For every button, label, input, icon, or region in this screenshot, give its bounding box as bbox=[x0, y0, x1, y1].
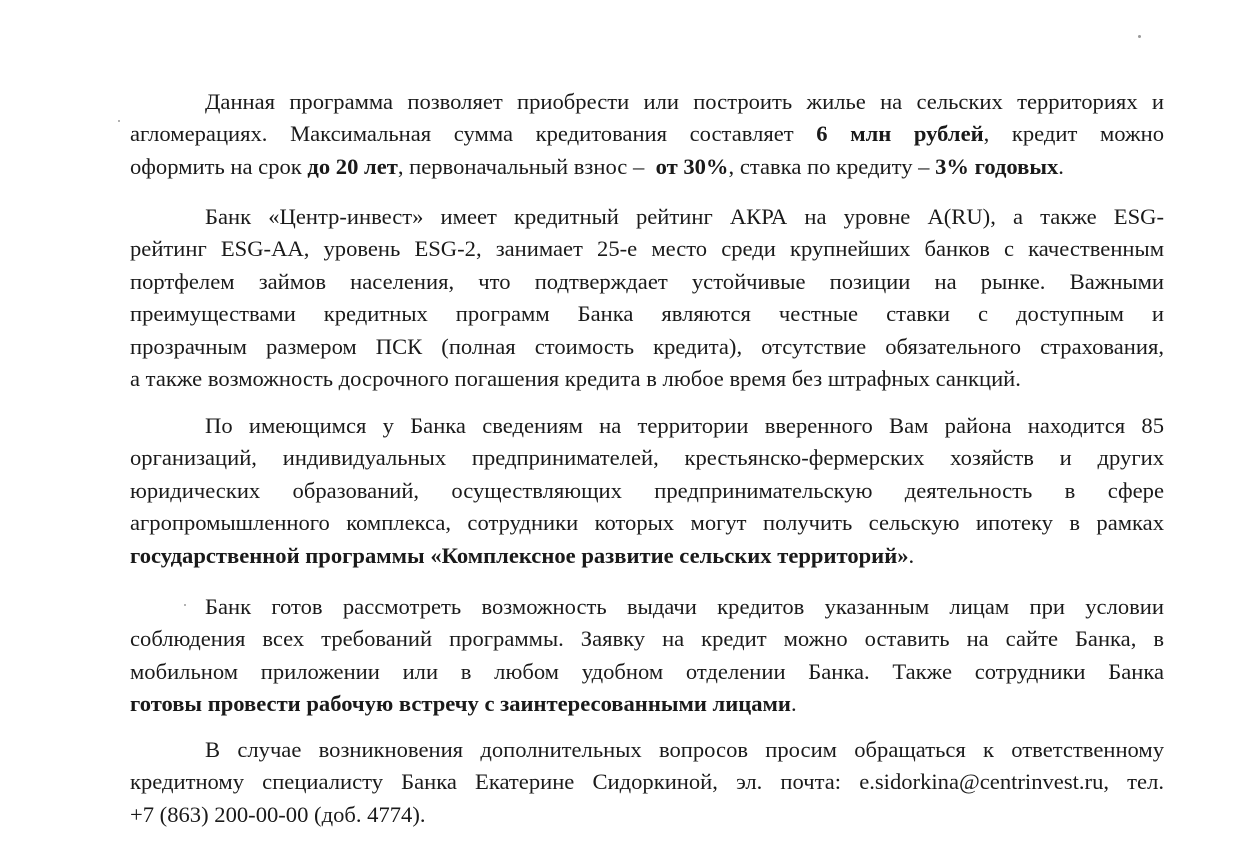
line-text: По имеющимся у Банка сведениям на территории вверенного Вам района находится 85 bbox=[205, 413, 1164, 438]
bold-text: 3% годовых bbox=[935, 153, 1059, 179]
paragraph-line bbox=[130, 591, 1164, 623]
paragraph-district-organizations bbox=[130, 410, 1164, 572]
paragraph-line bbox=[130, 233, 1164, 265]
paragraph-line bbox=[130, 442, 1164, 474]
paragraph-line bbox=[130, 201, 1164, 233]
line-text: Банк «Центр-инвест» имеет кредитный рейтинг АКРА на уровне А(RU), а также ESG- bbox=[205, 204, 1164, 229]
bold-text: до 20 лет bbox=[307, 153, 398, 179]
paragraph-line bbox=[130, 766, 1164, 798]
line-text: В случае возникновения дополнительных вопросов просим обращаться к ответственному bbox=[205, 737, 1164, 762]
line-text: кредитному специалисту Банка Екатерине Сидоркиной, эл. почта: e.sidorkina@centrinvest.ru, тел. bbox=[130, 769, 1164, 795]
paragraph-line bbox=[130, 688, 1164, 720]
paragraph-rural-mortgage-terms bbox=[130, 86, 1164, 183]
paragraph-line bbox=[130, 410, 1164, 442]
line-text: Данная программа позволяет приобрести или построить жилье на сельских территориях и bbox=[205, 89, 1164, 114]
line-text: Банк готов рассмотреть возможность выдачи кредитов указанным лицам при условии bbox=[205, 594, 1164, 619]
line-text: портфелем займов населения, что подтверждает устойчивые позиции на рынке. Важными bbox=[130, 268, 1164, 294]
line-text: , кредит можно bbox=[983, 121, 1164, 147]
line-text: мобильном приложении или в любом удобном отделении Банка. Также сотрудники Банка bbox=[130, 658, 1164, 684]
scan-speck bbox=[1138, 35, 1141, 38]
line-text: преимуществами кредитных программ Банка являются честные ставки с доступным и bbox=[130, 301, 1164, 327]
paragraph-line bbox=[130, 799, 1164, 831]
paragraph-line bbox=[130, 363, 1164, 395]
line-text: , первоначальный взнос – bbox=[397, 153, 656, 179]
paragraph-line bbox=[130, 475, 1164, 507]
paragraph-bank-rating bbox=[130, 201, 1164, 395]
line-text: агломерациях. Максимальная сумма кредитования составляет bbox=[130, 121, 817, 147]
line-text: прозрачным размером ПСК (полная стоимость кредита), отсутствие обязательного страхования, bbox=[130, 333, 1164, 359]
scan-speck bbox=[184, 604, 186, 606]
scan-speck bbox=[118, 120, 120, 122]
paragraph-line bbox=[130, 266, 1164, 298]
paragraph-line bbox=[130, 151, 1164, 183]
line-text: . bbox=[1058, 153, 1064, 179]
paragraph-line bbox=[130, 656, 1164, 688]
paragraph-line bbox=[130, 540, 1164, 572]
bold-text: 6 млн рублей bbox=[816, 121, 984, 147]
bold-text: готовы провести рабочую встречу с заинтересованными лицами bbox=[130, 691, 791, 717]
bold-text: от 30% bbox=[655, 153, 729, 179]
paragraph-line bbox=[130, 507, 1164, 539]
paragraph-line bbox=[130, 623, 1164, 655]
paragraph-line bbox=[130, 86, 1164, 118]
line-text: а также возможность досрочного погашения кредита в любое время без штрафных санкций. bbox=[130, 366, 1021, 392]
line-text: рейтинг ESG-AA, уровень ESG-2, занимает 25-е место среди крупнейших банков с качественным bbox=[130, 236, 1164, 262]
paragraph-line bbox=[130, 298, 1164, 330]
line-text: агропромышленного комплекса, сотрудники которых могут получить сельскую ипотеку в рамках bbox=[130, 510, 1164, 536]
paragraph-line bbox=[130, 734, 1164, 766]
line-text: +7 (863) 200-00-00 (доб. 4774). bbox=[130, 801, 426, 827]
line-text: юридических образований, осуществляющих предпринимательскую деятельность в сфере bbox=[130, 477, 1164, 503]
paragraph-loan-application bbox=[130, 591, 1164, 721]
line-text: . bbox=[790, 691, 797, 717]
bold-text: государственной программы «Комплексное развитие сельских территорий» bbox=[130, 542, 909, 568]
line-text: оформить на срок bbox=[130, 153, 308, 179]
line-text: , ставка по кредиту – bbox=[728, 153, 936, 179]
paragraph-line bbox=[130, 118, 1164, 150]
line-text: соблюдения всех требований программы. Заявку на кредит можно оставить на сайте Банка, в bbox=[130, 626, 1164, 652]
line-text: организаций, индивидуальных предпринимателей, крестьянско-фермерских хозяйств и других bbox=[130, 445, 1164, 471]
line-text: . bbox=[908, 542, 915, 568]
paragraph-line bbox=[130, 331, 1164, 363]
paragraph-contact-info bbox=[130, 734, 1164, 831]
